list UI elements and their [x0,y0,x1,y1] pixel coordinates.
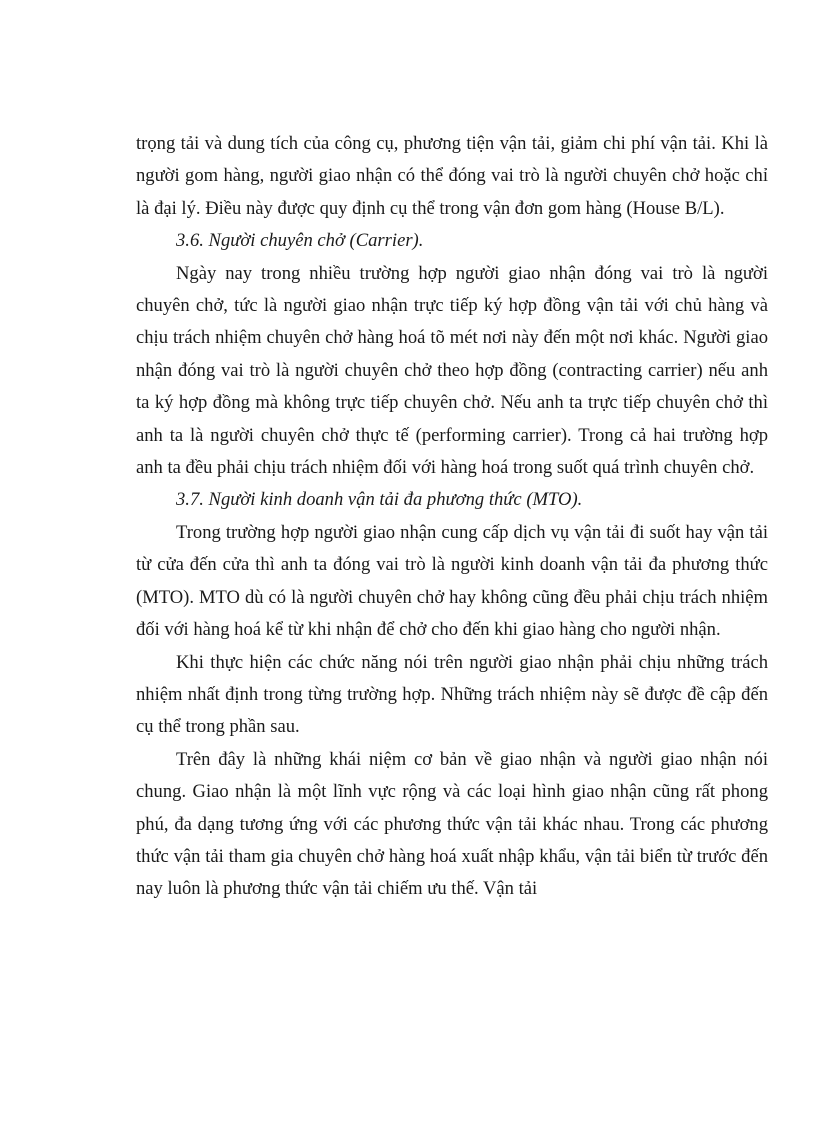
paragraph-mto: Trong trường hợp người giao nhận cung cấp dịch vụ vận tải đi suốt hay vận tải từ cửa đến cửa thì anh ta đóng vai trò là người kinh doanh vận tải đa phương thức (MTO). MTO dù có là người chuyên chở hay không cũng đều phải chịu trách nhiệm đối với hàng hoá kể từ khi nhận để chở cho đến khi giao hàng cho người nhận. [136,521,768,641]
paragraph-carrier: Ngày nay trong nhiều trường hợp người giao nhận đóng vai trò là người chuyên chở, tức là người giao nhận trực tiếp ký hợp đồng vận tải với chủ hàng và chịu trách nhiệm chuyên chở hàng hoá tõ mét nơi này đến một nơi khác. Người giao nhận đóng vai trò là người chuyên chở theo hợp đồng (contracting carrier) nếu anh ta ký hợp đồng mà không trực tiếp chuyên chở. Nếu anh ta trực tiếp chuyên chở thì anh ta là người chuyên chở thực tế (performing carrier). Trong cả hai trường hợp anh ta đều phải chịu trách nhiệm đối với hàng hoá trong suốt quá trình chuyên chở. [136,262,768,479]
paragraph-responsibilities: Khi thực hiện các chức năng nói trên người giao nhận phải chịu những trách nhiệm nhất định trong từng trường hợp. Những trách nhiệm này sẽ được đề cập đến cụ thể trong phần sau. [136,651,768,738]
paragraph-continuation: trọng tải và dung tích của công cụ, phương tiện vận tải, giảm chi phí vận tải. Khi là người gom hàng, người giao nhận có thể đóng vai trò là người chuyên chở hoặc chỉ là đại lý. Điều này được quy định cụ thể trong vận đơn gom hàng (House B/L). [136,133,768,219]
section-heading-mto: 3.7. Người kinh doanh vận tải đa phương thức (MTO). [176,489,583,511]
section-heading-carrier: 3.6. Người chuyên chở (Carrier). [176,230,424,252]
document-body [136,128,768,906]
paragraph-summary: Trên đây là những khái niệm cơ bản về giao nhận và người giao nhận nói chung. Giao nhận là một lĩnh vực rộng và các loại hình giao nhận cũng rất phong phú, đa dạng tương ứng với các phương thức vận tải khác nhau. Trong các phương thức vận tải tham gia chuyên chở hàng hoá xuất nhập khẩu, vận tải biển từ trước đến nay luôn là phương thức vận tải chiếm ưu thế. Vận tải [136,748,768,900]
